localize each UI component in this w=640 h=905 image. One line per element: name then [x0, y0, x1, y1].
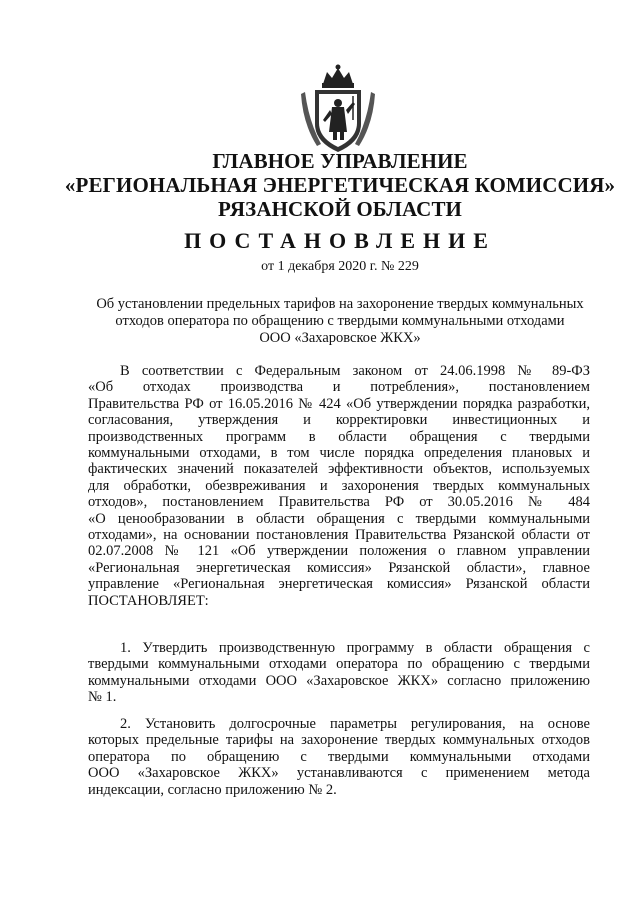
subject-line: Об установлении предельных тарифов на захоронение твердых коммунальных — [96, 296, 584, 312]
preamble-paragraph — [88, 363, 590, 609]
subject-line: отходов оператора по обращению с твердыми коммунальными отходами — [115, 313, 565, 329]
ryazan-region-coat-of-arms-icon — [301, 62, 375, 156]
text-line: производственных программ в области обращения с твердыми — [88, 428, 590, 445]
text-line: № 1. — [88, 689, 117, 706]
text-line: отходов», постановлением Правительства РФ от 30.05.2016 № 484 — [88, 494, 590, 511]
text-line: для обработки, обезвреживания и захоронения твердых коммунальных — [88, 477, 590, 494]
text-line: 1. Утвердить производственную программу в области обращения с — [120, 640, 590, 656]
text-line: твердыми коммунальными отходами оператора по обращению с твердыми — [88, 656, 590, 673]
text-line: оператора по обращению с твердыми коммунальными отходами — [88, 748, 590, 765]
text-line: коммунальными отходами, в том числе порядка определения плановых и — [88, 445, 590, 462]
text-line: ООО «Захаровское ЖКХ» устанавливаются с применением метода — [88, 765, 590, 782]
text-line: отходами», на основании постановления Правительства Рязанской области от — [88, 527, 590, 544]
document-date-number: от 1 декабря 2020 г. № 229 — [261, 259, 419, 274]
text-line: согласования, утверждения и корректировки инвестиционных и — [88, 412, 590, 429]
decree-item-1 — [88, 640, 590, 706]
text-line: «О ценообразовании в области обращения с твердыми коммунальными — [88, 510, 590, 527]
text-line: Правительства РФ от 16.05.2016 № 424 «Об утверждении порядка разработки, — [88, 395, 590, 412]
text-line: 02.07.2008 № 121 «Об утверждении положения о главном управлении — [88, 543, 590, 560]
subject-line: ООО «Захаровское ЖКХ» — [259, 330, 421, 346]
text-line: В соответствии с Федеральным законом от 24.06.1998 № 89-ФЗ — [120, 363, 590, 379]
text-line: управление «Региональная энергетическая комиссия» Рязанской области — [88, 576, 590, 593]
text-line: ПОСТАНОВЛЯЕТ: — [88, 592, 209, 609]
decree-item-2 — [88, 716, 590, 798]
document-subject — [60, 296, 620, 347]
organization-line-2: «РЕГИОНАЛЬНАЯ ЭНЕРГЕТИЧЕСКАЯ КОМИССИЯ» — [64, 173, 616, 197]
organization-line-1: ГЛАВНОЕ УПРАВЛЕНИЕ — [212, 149, 468, 173]
text-line: которых предельные тарифы на захоронение твердых коммунальных отходов — [88, 732, 590, 749]
text-line: «Региональная энергетическая комиссия» Рязанской области», главное — [88, 559, 590, 576]
text-line: «Об отходах производства и потребления», постановлением — [88, 379, 590, 396]
document-type-title: ПОСТАНОВЛЕНИЕ — [184, 228, 496, 253]
text-line: 2. Установить долгосрочные параметры регулирования, на основе — [120, 716, 590, 732]
text-line: коммунальными отходами ООО «Захаровское ЖКХ» согласно приложению — [88, 672, 590, 689]
text-line: индексации, согласно приложению № 2. — [88, 781, 337, 798]
organization-line-3: РЯЗАНСКОЙ ОБЛАСТИ — [218, 197, 462, 221]
text-line: фактических значений показателей эффективности объектов, используемых — [88, 461, 590, 478]
